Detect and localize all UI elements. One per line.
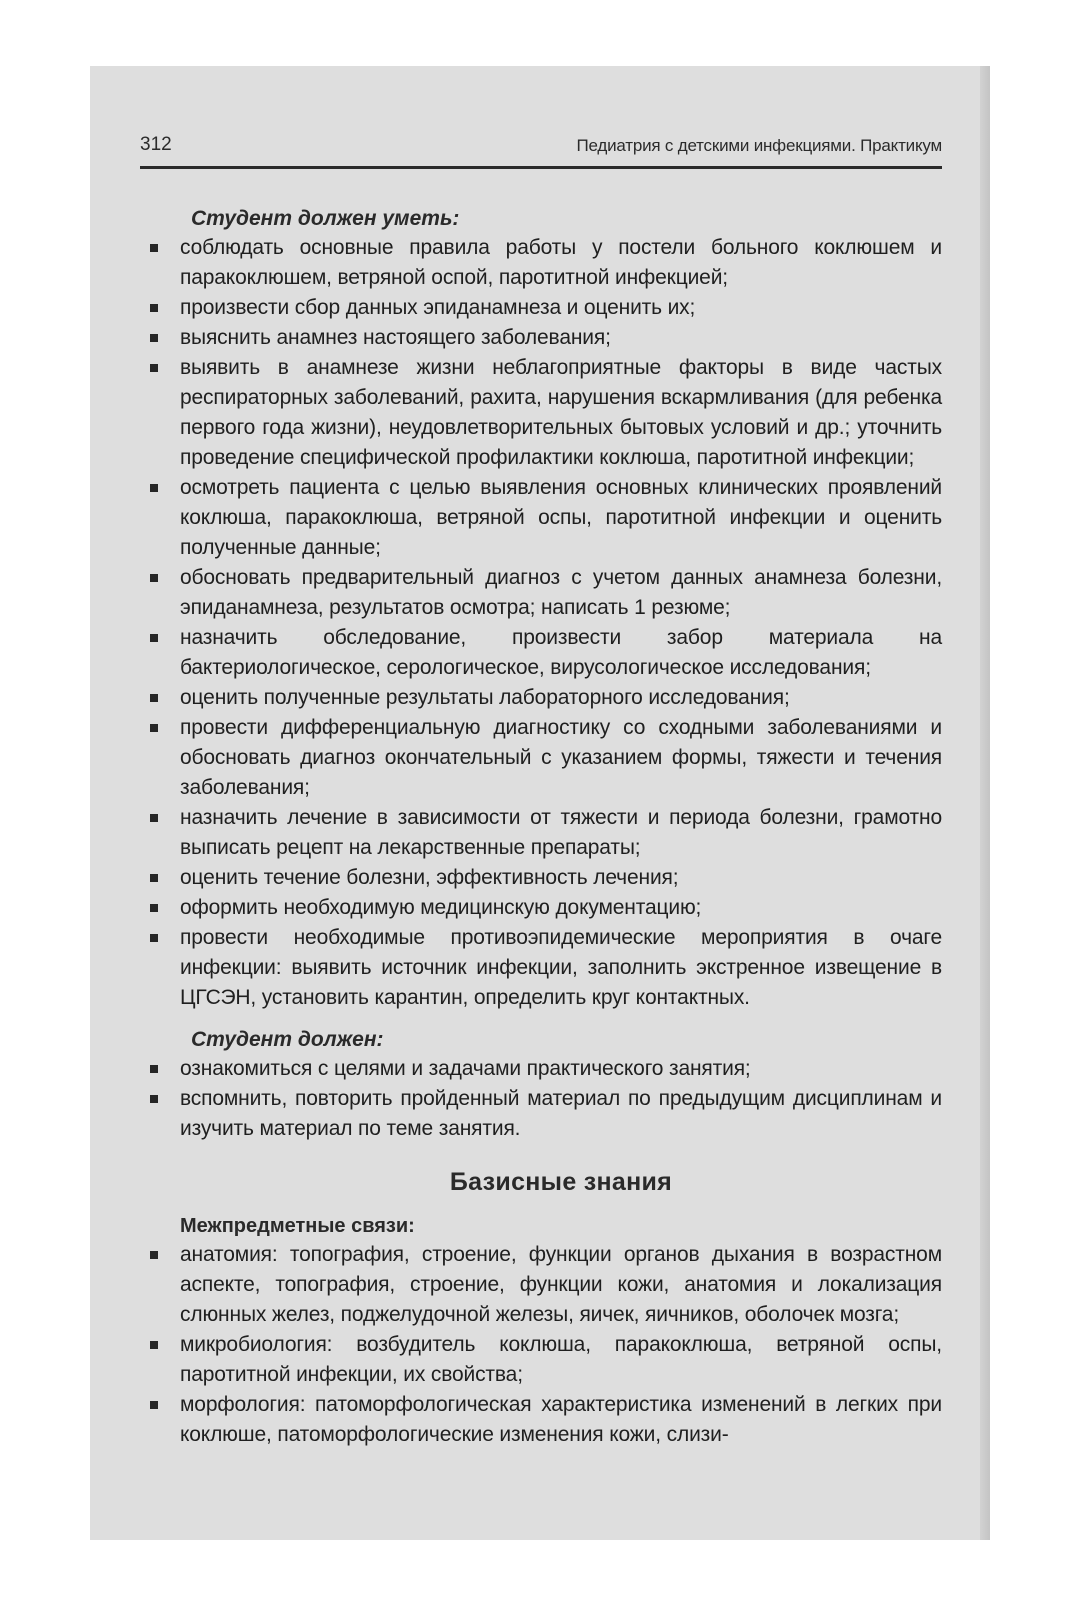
bullet-icon	[150, 1251, 158, 1259]
list-item	[180, 473, 942, 563]
list-item-text: оформить необходимую медицинскую документацию;	[180, 896, 702, 919]
list-item-text: оценить полученные результаты лабораторного исследования;	[180, 686, 790, 709]
list-item-text: произвести сбор данных эпиданамнеза и оценить их;	[180, 296, 696, 319]
bullet-icon	[150, 694, 158, 702]
list-item-text: соблюдать основные правила работы у постели больного коклюшем и паракоклюшем, ветряной оспой, паротитной инфекцией;	[180, 236, 942, 289]
bullet-icon	[150, 874, 158, 882]
bullet-icon	[150, 934, 158, 942]
bullet-icon	[150, 814, 158, 822]
list-item	[180, 353, 942, 473]
list-item	[180, 683, 942, 713]
list-item	[180, 863, 942, 893]
scanned-page	[90, 66, 990, 1540]
list-item	[180, 803, 942, 863]
list-item	[180, 1054, 942, 1084]
page-content	[180, 205, 942, 1450]
skills-list	[180, 233, 942, 1013]
interdisciplinary-list	[180, 1240, 942, 1450]
list-item	[180, 293, 942, 323]
list-item-text: провести дифференциальную диагностику со сходными заболеваниями и обосновать диагноз окончательный с указанием формы, тяжести и течения заболевания;	[180, 716, 942, 799]
bullet-icon	[150, 244, 158, 252]
list-item-text: назначить обследование, произвести забор материала на бактериологическое, серологическое, вирусологическое исследования;	[180, 626, 942, 679]
list-item	[180, 623, 942, 683]
block-title-basic-knowledge: Базисные знания	[449, 1168, 673, 1196]
list-item-text: вспомнить, повторить пройденный материал по предыдущим дисциплинам и изучить материал по теме занятия.	[180, 1087, 942, 1140]
list-item	[180, 923, 942, 1013]
bullet-icon	[150, 634, 158, 642]
list-item	[180, 893, 942, 923]
list-item	[180, 563, 942, 623]
subheading-interdisciplinary: Межпредметные связи:	[180, 1215, 415, 1237]
list-item	[180, 1084, 942, 1144]
page-edge-shadow	[980, 66, 990, 1540]
list-item	[180, 713, 942, 803]
list-item-text: морфология: патоморфологическая характеристика изменений в легких при коклюше, патоморфологические изменения кожи, слизи-	[180, 1393, 942, 1446]
section-heading-skills: Студент должен уметь:	[191, 207, 460, 230]
bullet-icon	[150, 484, 158, 492]
page-header	[140, 126, 942, 169]
list-item-text: обосновать предварительный диагноз с учетом данных анамнеза болезни, эпиданамнеза, результатов осмотра; написать 1 резюме;	[180, 566, 942, 619]
student-tasks-list	[180, 1054, 942, 1144]
list-item-text: ознакомиться с целями и задачами практического занятия;	[180, 1057, 751, 1080]
list-item-text: анатомия: топография, строение, функции органов дыхания в возрастном аспекте, топография, строение, функции кожи, анатомия и локализация слюнных желез, поджелудочной железы, яичек, яичников, оболочек мозга;	[180, 1243, 942, 1326]
list-item	[180, 1330, 942, 1390]
bullet-icon	[150, 724, 158, 732]
list-item-text: выявить в анамнезе жизни неблагоприятные факторы в виде частых респираторных заболеваний, рахита, нарушения вскармливания (для ребенка первого года жизни), неудовлетворительных бытовых условий и др.; уточнить проведение специфической профилактики коклюша, паротитной инфекции;	[180, 356, 942, 469]
list-item-text: микробиология: возбудитель коклюша, паракоклюша, ветряной оспы, паротитной инфекции, их свойства;	[180, 1333, 942, 1386]
bullet-icon	[150, 364, 158, 372]
bullet-icon	[150, 904, 158, 912]
list-item	[180, 1390, 942, 1450]
list-item	[180, 1240, 942, 1330]
list-item	[180, 233, 942, 293]
bullet-icon	[150, 1401, 158, 1409]
list-item-text: осмотреть пациента с целью выявления основных клинических проявлений коклюша, паракоклюша, ветряной оспы, паротитной инфекции и оценить полученные данные;	[180, 476, 942, 559]
list-item-text: провести необходимые противоэпидемические мероприятия в очаге инфекции: выявить источник инфекции, заполнить экстренное извещение в ЦГСЭН, установить карантин, определить круг контактных.	[180, 926, 942, 1009]
running-title: Педиатрия с детскими инфекциями. Практикум	[576, 136, 942, 155]
bullet-icon	[150, 1095, 158, 1103]
bullet-icon	[150, 1065, 158, 1073]
list-item-text: оценить течение болезни, эффективность лечения;	[180, 866, 679, 889]
bullet-icon	[150, 304, 158, 312]
page-number: 312	[140, 134, 172, 155]
bullet-icon	[150, 1341, 158, 1349]
list-item	[180, 323, 942, 353]
list-item-text: выяснить анамнез настоящего заболевания;	[180, 326, 611, 349]
section-heading-student: Студент должен:	[191, 1028, 384, 1051]
bullet-icon	[150, 574, 158, 582]
bullet-icon	[150, 334, 158, 342]
list-item-text: назначить лечение в зависимости от тяжести и периода болезни, грамотно выписать рецепт на лекарственные препараты;	[180, 806, 942, 859]
